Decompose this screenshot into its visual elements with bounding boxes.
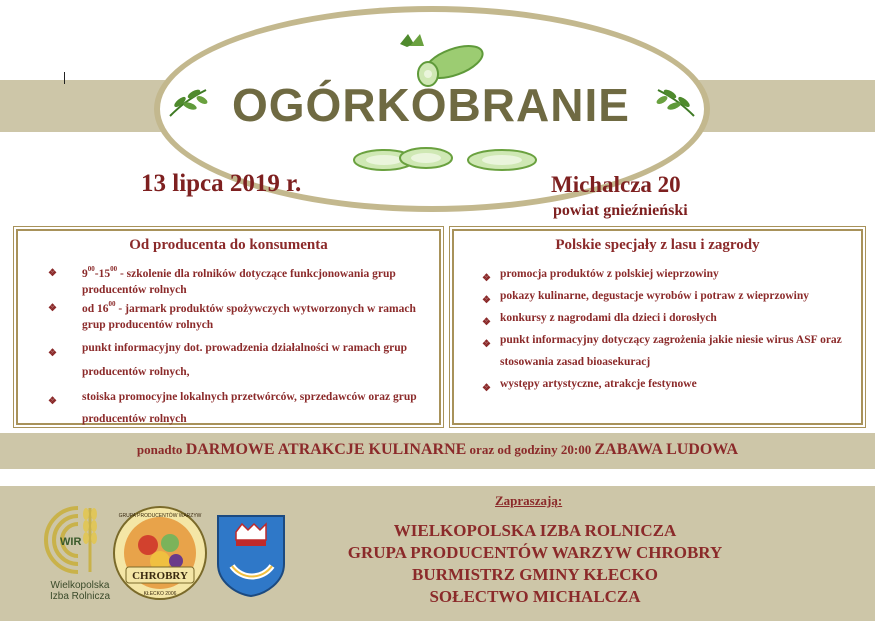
event-date: 13 lipca 2019 r. <box>141 170 302 197</box>
bullet-icon: ❖ <box>482 273 491 284</box>
list-item: ❖ konkursy z nagrodami dla dzieci i dorosłych <box>482 307 861 329</box>
organizer-name: GRUPA PRODUCENTÓW WARZYW CHROBRY <box>347 543 723 562</box>
herb-icon <box>654 84 698 120</box>
bullet-icon: ❖ <box>48 348 57 359</box>
cucumber-slices-icon <box>352 140 552 180</box>
herb-icon <box>166 84 210 120</box>
bullet-icon: ❖ <box>482 317 491 328</box>
wir-logo-label: Wielkopolska Izba Rolnicza <box>49 580 111 602</box>
list-item: ❖ stoiska promocyjne lokalnych przetwórców, sprzedawców oraz grup producentów rolnych <box>48 391 417 425</box>
inviting-label: Zapraszają: <box>495 493 563 508</box>
bullet-icon: ❖ <box>482 295 491 306</box>
left-box-title: Od producenta do konsumenta <box>129 237 328 253</box>
wir-logo <box>38 500 108 580</box>
page-title: OGÓRKOBRANIE <box>232 79 630 131</box>
list-item: ❖ $9^{00}-15^{00}$ - szkolenie dla rolników dotyczące funkcjonowania grup producentów rolnych <box>48 265 396 296</box>
list-item: ❖ promocja produktów z polskiej wieprzowiny <box>482 263 861 285</box>
right-box-title: Polskie specjały z lasu i zagrody <box>555 237 760 253</box>
coat-of-arms-logo <box>216 514 286 598</box>
event-district: powiat gnieźnieński <box>553 202 688 219</box>
list-item: ❖ występy artystyczne, atrakcje festynowe <box>482 373 861 395</box>
bullet-icon: ❖ <box>48 303 57 314</box>
bullet-icon: ❖ <box>48 268 57 279</box>
list-item: ❖ od $16^{00}$ - jarmark produktów spożywczych wytworzonych w ramach grup producentów rolnych <box>48 300 416 331</box>
svg-text:CHROBRY: CHROBRY <box>132 570 188 582</box>
chrobry-logo <box>112 505 208 601</box>
bullet-icon: ❖ <box>482 339 491 350</box>
svg-text:KŁECKO 2006: KŁECKO 2006 <box>143 591 177 597</box>
organizer-name: WIELKOPOLSKA IZBA ROLNICZA <box>393 521 677 540</box>
organizers-list <box>300 520 770 608</box>
list-item: ❖ pokazy kulinarne, degustacje wyrobów i potraw z wieprzowiny <box>482 285 861 307</box>
wheat-icon <box>83 508 97 572</box>
text-cursor <box>64 72 65 84</box>
svg-text:GRUPA PRODUCENTÓW WARZYW: GRUPA PRODUCENTÓW WARZYW <box>118 513 202 519</box>
organizer-name: SOŁECTWO MICHALCZA <box>429 587 641 606</box>
organizer-name: BURMISTRZ GMINY KŁECKO <box>412 565 658 584</box>
list-item: ❖ punkt informacyjny dotyczący zagrożenia jakie niesie wirus ASF oraz stosowania zasad bioasekuracj <box>482 334 842 368</box>
attractions-banner: ponadto DARMOWE ATRAKCJE KULINARNE oraz od godziny 20:00 ZABAWA LUDOWA <box>136 441 739 458</box>
left-info-box <box>16 229 441 425</box>
list-item: ❖ punkt informacyjny dot. prowadzenia działalności w ramach grup producentów rolnych, <box>48 342 408 378</box>
right-info-box <box>452 229 863 425</box>
bullet-icon: ❖ <box>48 396 57 407</box>
bullet-icon: ❖ <box>482 383 491 394</box>
event-place: Michalcza 20 <box>551 172 681 197</box>
svg-text:WIR: WIR <box>60 536 82 548</box>
